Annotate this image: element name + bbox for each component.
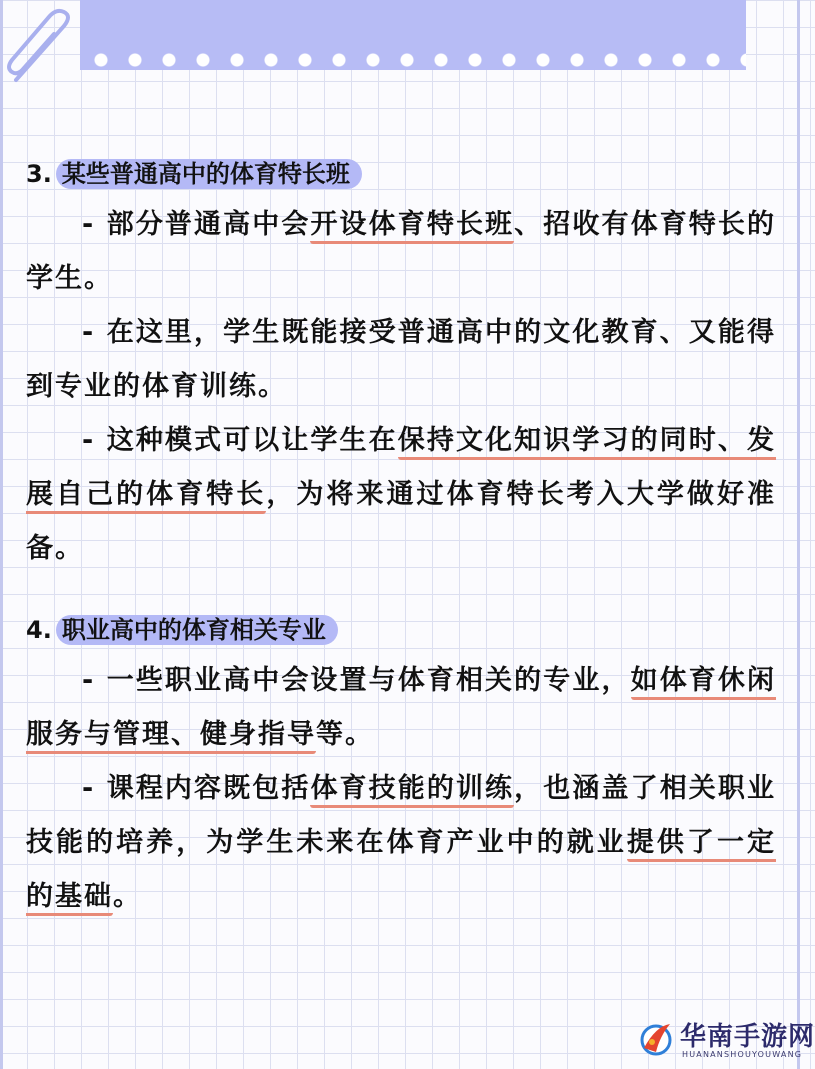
text-run: 。 — [113, 881, 142, 912]
text-run: - 部分普通高中会 — [82, 209, 311, 240]
logo-mark-icon — [636, 1018, 676, 1058]
section-3-paragraph-1 — [26, 198, 776, 306]
watermark-name: 华南手游网 — [680, 1022, 815, 1052]
paperclip-icon — [2, 8, 80, 88]
text-run: 等。 — [316, 719, 374, 750]
section-3 — [26, 156, 776, 576]
text-run: ，也涵盖了相关职业技能的培养，为学生未来在体育产业中的就业 — [26, 773, 777, 858]
page-border-left — [0, 0, 3, 1069]
section-4-paragraph-1 — [26, 654, 776, 762]
underlined-phrase: 提供了一定的基础 — [26, 827, 776, 916]
section-3-paragraph-3 — [26, 414, 776, 576]
text-run: - 课程内容既包括 — [82, 773, 311, 804]
underlined-phrase: 如体育休闲服务与管理、健身指导 — [26, 665, 776, 754]
section-4-title: 职业高中的体育相关专业 — [61, 616, 326, 644]
underlined-phrase: 保持文化知识学习的同时、发展自己的体育特长 — [26, 425, 776, 514]
section-3-heading — [26, 156, 350, 192]
watermark-subtitle: HUANANSHOUYOUWANG — [682, 1050, 803, 1059]
text-run: ，为将来通过体育特长考入大学做好准备。 — [26, 479, 777, 564]
section-4-heading — [26, 612, 326, 648]
section-3-paragraph-2 — [26, 306, 776, 414]
section-3-number: 3. — [26, 160, 52, 188]
text-run: - 在这里，学生既能接受普通高中的文化教育、又能得到专业的体育训练。 — [26, 317, 776, 402]
underlined-phrase: 体育技能的训练 — [310, 773, 514, 808]
section-4-paragraph-2 — [26, 762, 776, 924]
text-run: - 一些职业高中会设置与体育相关的专业， — [82, 665, 631, 696]
underlined-phrase: 开设体育特长班 — [310, 209, 514, 244]
section-4-number: 4. — [26, 616, 52, 644]
text-run: 、招收有体育特长的学生。 — [26, 209, 777, 294]
text-run: - 这种模式可以让学生在 — [82, 425, 398, 456]
watermark-logo — [636, 1010, 815, 1066]
page-border-right — [797, 0, 800, 1069]
binder-strip — [80, 0, 746, 70]
section-4 — [26, 612, 776, 924]
binder-holes — [92, 50, 746, 70]
section-3-title: 某些普通高中的体育特长班 — [61, 160, 350, 188]
